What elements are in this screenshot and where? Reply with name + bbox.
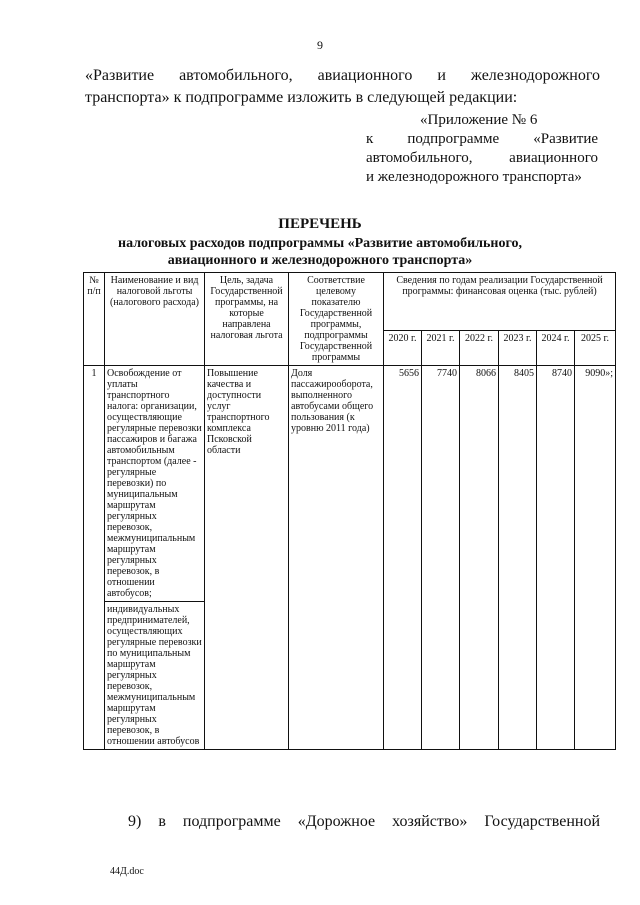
row-value-2022: 8066 (460, 366, 499, 750)
intro-line-1: «Развитие автомобильного, авиационного и железнодорожного (85, 67, 601, 84)
document-subtitle-1: налоговых расходов подпрограммы «Развитие автомобильного, (118, 236, 522, 251)
file-name-footer: 44Д.doc (110, 866, 144, 877)
header-years-group: Сведения по годам реализации Государственной программы: финансовая оценка (тыс. рублей) (384, 273, 616, 331)
intro-line-2: транспорта» к подпрограмме изложить в следующей редакции: (85, 89, 518, 106)
row-indicator: Доля пассажирооборота, выполненного автобусами общего пользования (к уровню 2011 года) (289, 366, 384, 750)
row-value-2024: 8740 (537, 366, 575, 750)
appendix-line-3: автомобильного, авиационного (366, 150, 598, 166)
tax-expenditure-table (83, 272, 616, 750)
row-num: 1 (84, 366, 105, 750)
header-year: 2024 г. (537, 331, 575, 366)
row-name-part-2: индивидуальных предпринимателей, осуществляющих регулярные перевозки по муниципальным маршрутам регулярных перевозок, межмуниципальным маршрутам регулярных перевозок, в отношении автобусов (105, 602, 205, 750)
page-number: 9 (317, 38, 323, 52)
row-value-2023: 8405 (499, 366, 537, 750)
header-year: 2025 г. (575, 331, 616, 366)
header-year: 2020 г. (384, 331, 422, 366)
row-value-2025: 9090»; (575, 366, 616, 750)
table-row (84, 366, 616, 602)
table-header-row (84, 273, 616, 331)
header-goal: Цель, задача Государственной программы, на которые направлена налоговая льгота (205, 273, 289, 366)
header-num: № п/п (84, 273, 105, 366)
document-title: ПЕРЕЧЕНЬ (278, 216, 362, 232)
document-subtitle-2: авиационного и железнодорожного транспорта» (167, 253, 473, 268)
row-value-2020: 5656 (384, 366, 422, 750)
row-goal: Повышение качества и доступности услуг транспортного комплекса Псковской области (205, 366, 289, 750)
appendix-line-4: и железнодорожного транспорта» (366, 169, 582, 185)
row-value-2021: 7740 (422, 366, 460, 750)
header-year: 2021 г. (422, 331, 460, 366)
closing-line: 9) в подпрограмме «Дорожное хозяйство» Государственной (128, 813, 601, 830)
appendix-title: «Приложение № 6 (420, 112, 538, 128)
header-name: Наименование и вид налоговой льготы (налогового расхода) (105, 273, 205, 366)
header-year: 2022 г. (460, 331, 499, 366)
header-year: 2023 г. (499, 331, 537, 366)
row-name-part-1: Освобождение от уплаты транспортного налога: организации, осуществляющие регулярные перевозки пассажиров и багажа автомобильным транспортом (далее - регулярные перевозки) по муниципальным маршрутам регулярных перевозок, межмуниципальным маршрутам регулярных перевозок, в отношении автобусов; (105, 366, 205, 602)
header-indicator: Соответствие целевому показателю Государственной программы, подпрограммы Государственной программы (289, 273, 384, 366)
appendix-line-2: к подпрограмме «Развитие (366, 131, 599, 147)
